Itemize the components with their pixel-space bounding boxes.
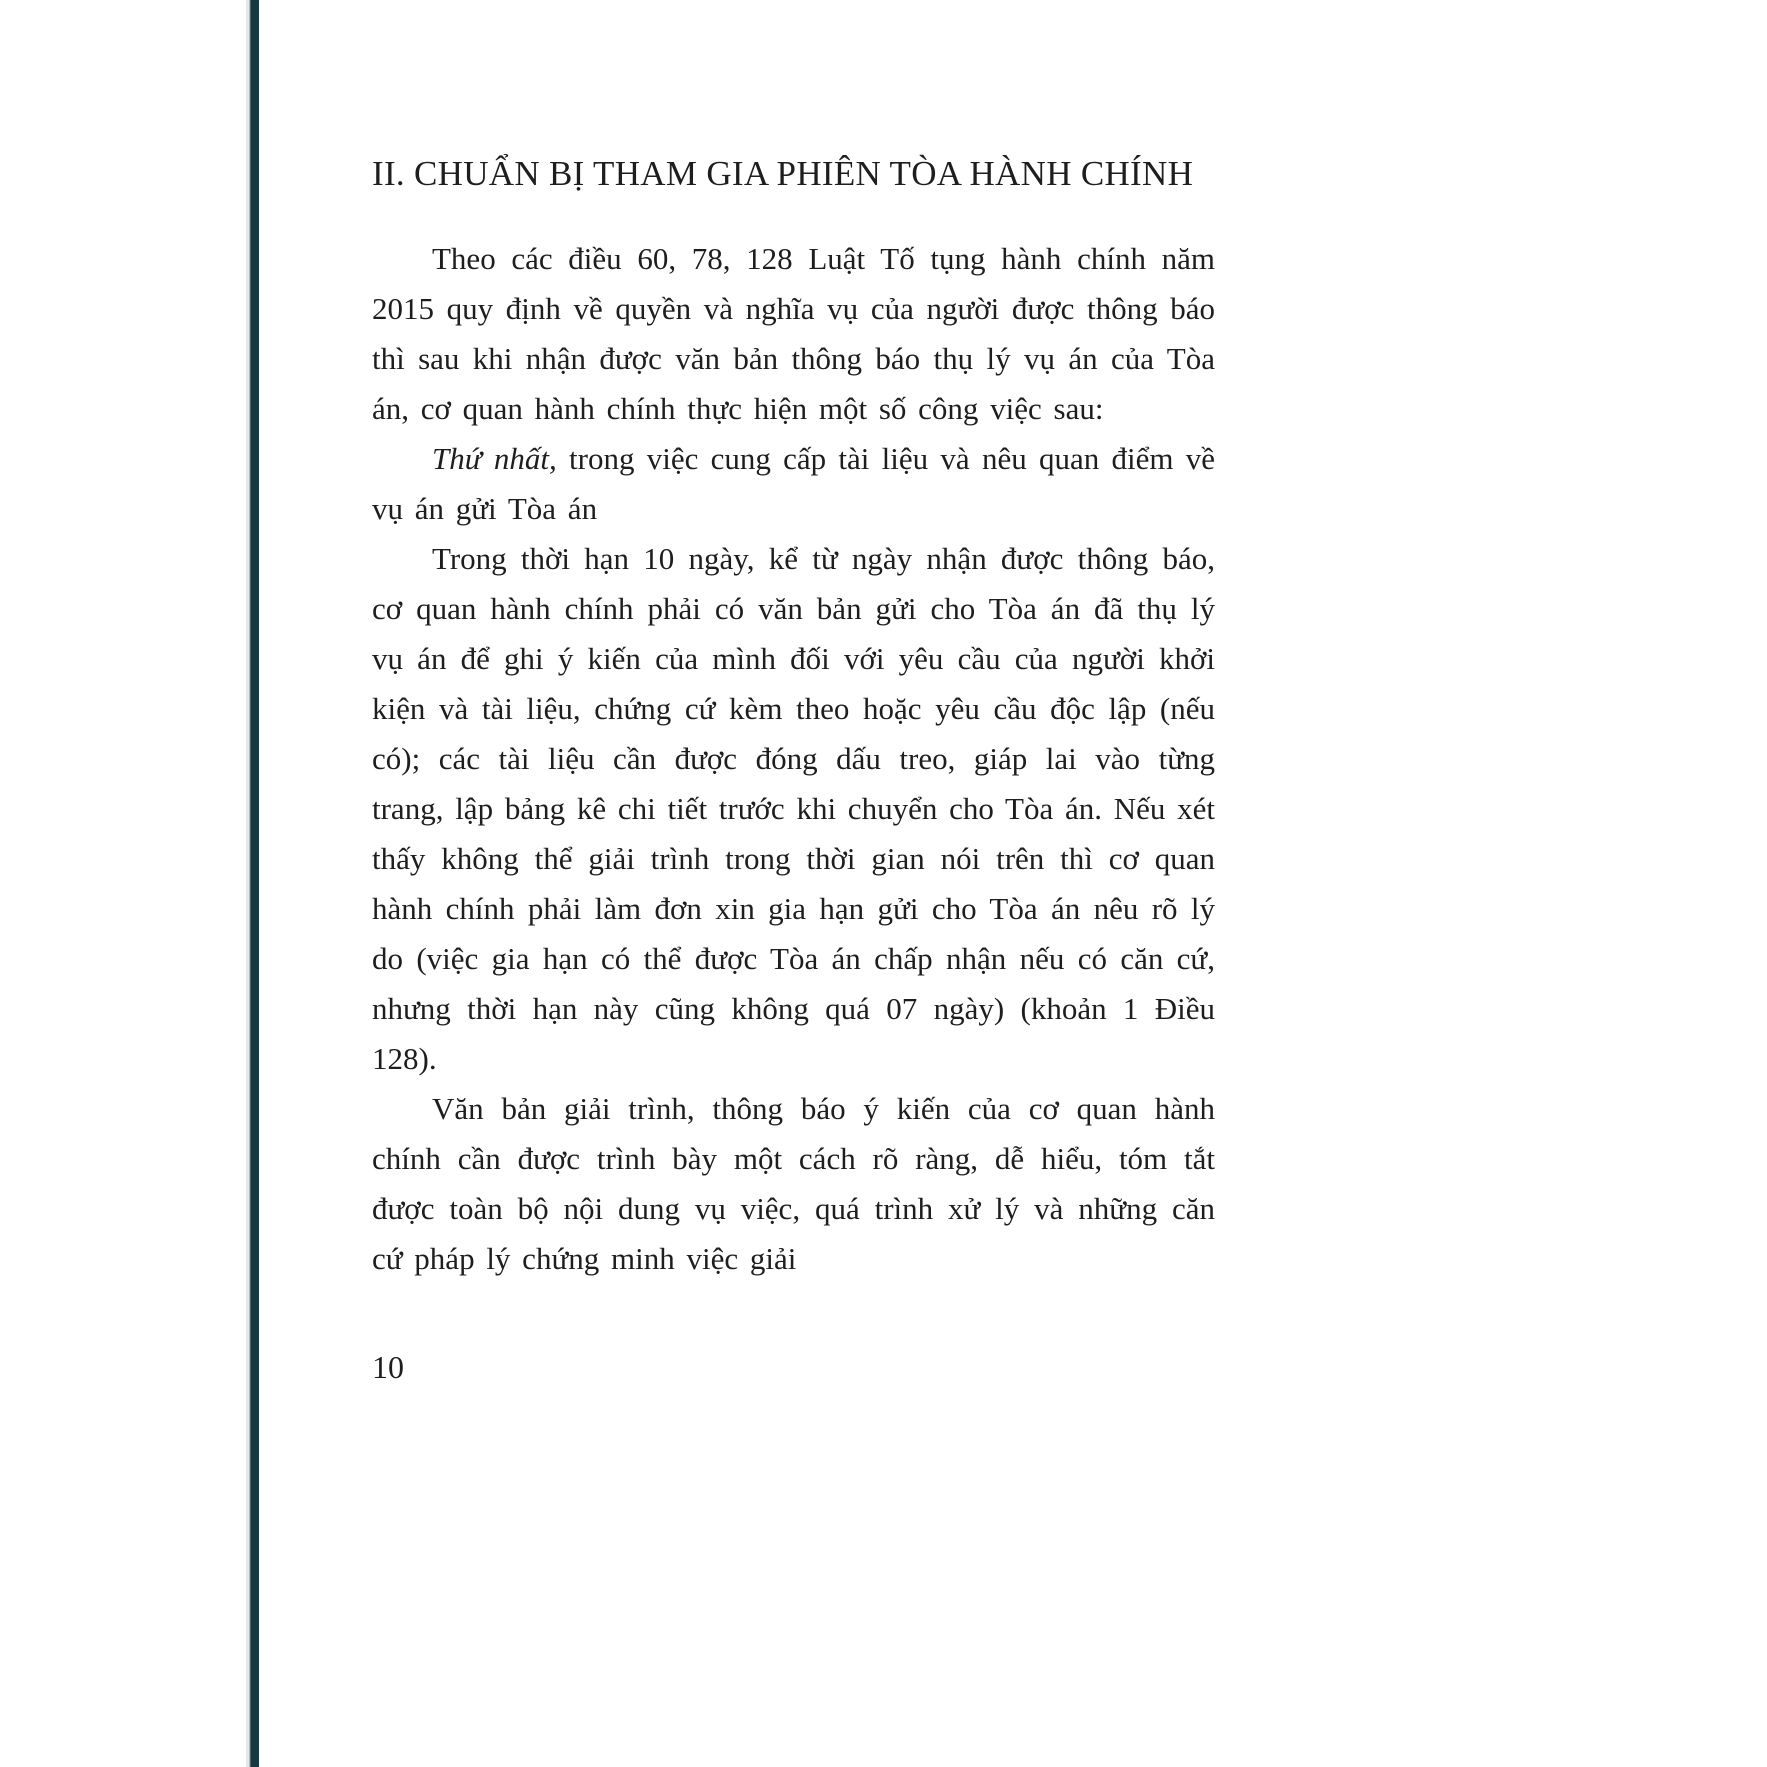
paragraph	[372, 1084, 1215, 1284]
section-heading: II. CHUẨN BỊ THAM GIA PHIÊN TÒA HÀNH CHÍNH	[372, 154, 1194, 193]
page-binding-edge-line	[246, 0, 259, 1767]
paragraph-text: Trong thời hạn 10 ngày, kể từ ngày nhận được thông báo, cơ quan hành chính phải có văn bản gửi cho Tòa án đã thụ lý vụ án để ghi ý kiến của mình đối với yêu cầu của người khởi kiện và tài liệu, chứng cứ kèm theo hoặc yêu cầu độc lập (nếu có); các tài liệu cần được đóng dấu treo, giáp lai vào từng trang, lập bảng kê chi tiết trước khi chuyển cho Tòa án. Nếu xét thấy không thể giải trình trong thời gian nói trên thì cơ quan hành chính phải làm đơn xin gia hạn gửi cho Tòa án nêu rõ lý do (việc gia hạn có thể được Tòa án chấp nhận nếu có căn cứ, nhưng thời hạn này cũng không quá 07 ngày) (khoản 1 Điều 128).	[372, 541, 1215, 1076]
paragraph-text: Văn bản giải trình, thông báo ý kiến của cơ quan hành chính cần được trình bày một cách rõ ràng, dễ hiểu, tóm tắt được toàn bộ nội dung vụ việc, quá trình xử lý và những căn cứ pháp lý chứng minh việc giải	[372, 1091, 1215, 1276]
paragraph-text: trong việc cung cấp tài liệu và nêu quan điểm về vụ án gửi Tòa án	[372, 441, 1215, 526]
paragraph	[372, 534, 1215, 1084]
paragraph	[372, 234, 1215, 434]
paragraph	[372, 434, 1215, 534]
page-text-block	[372, 150, 1215, 1392]
paragraph-lead-italic: Thứ nhất,	[432, 441, 557, 476]
paragraph-text: Theo các điều 60, 78, 128 Luật Tố tụng hành chính năm 2015 quy định về quyền và nghĩa vụ của người được thông báo thì sau khi nhận được văn bản thông báo thụ lý vụ án của Tòa án, cơ quan hành chính thực hiện một số công việc sau:	[372, 241, 1215, 426]
page-number: 10	[372, 1349, 404, 1385]
